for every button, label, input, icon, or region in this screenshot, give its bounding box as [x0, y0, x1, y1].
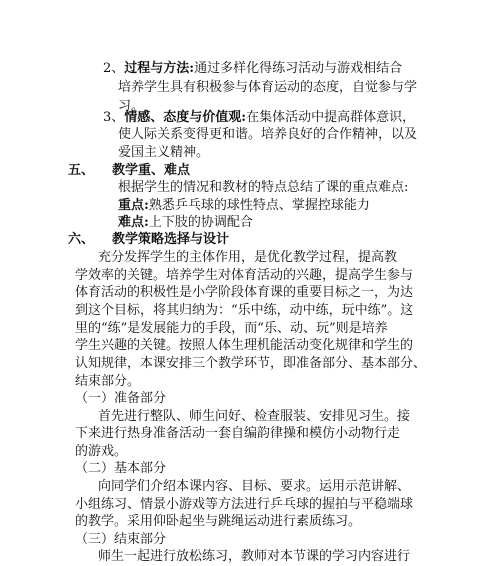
goal3-text-1: 在集体活动中提高群体意识， [246, 110, 416, 126]
key-point-label: 重点: [118, 197, 149, 213]
section6-title: 教学策略选择与设计 [112, 232, 230, 248]
goal2-number: 2、 [103, 61, 125, 76]
part3-title: （三）结束部分 [75, 531, 167, 547]
goal3-line1 [103, 109, 415, 127]
section6-para-line: 结束部分。 [75, 373, 141, 389]
key-point-text: 熟悉乒乓球的球性特点、掌握控球能力 [148, 197, 370, 213]
goal3-number: 3、 [103, 110, 125, 126]
part2-line: 向同学们介绍本课内容、目标、要求。运用示范讲解、 [98, 478, 411, 494]
section6-para-line: 到这个目标，将其归纳为：“乐中练，动中练，玩中练”。这 [75, 302, 414, 318]
section6-para-line: 充分发挥学生的主体作用，是优化教学过程，提高教 [98, 249, 398, 265]
part2-line: 的教学。采用仰卧起坐与跳绳运动进行素质练习。 [75, 514, 362, 530]
goal2-line1 [103, 60, 402, 78]
goal2-heading: 过程与方法: [124, 61, 195, 76]
goal2-text-3: 习。 [118, 98, 145, 114]
difficulty-label: 难点: [118, 215, 149, 230]
goal2-text-2: 培养学生具有积极参与体育运动的态度，自觉参与学 [118, 80, 418, 96]
section6-para-line: 认知规律，本课安排三个教学环节，即准备部分、基本部分、 [75, 355, 427, 371]
part1-title: （一）准备部分 [75, 391, 167, 407]
goal3-text-2: 使人际关系变得更和谐。培养良好的合作精神，以及 [118, 127, 418, 143]
section6-number: 六、 [68, 232, 95, 248]
part2-line: 小组练习、情景小游戏等方法进行乒乓球的握拍与平稳端球 [75, 497, 414, 512]
part1-line: 下来进行热身准备活动一套自编韵律操和模仿小动物行走 [75, 425, 401, 441]
part1-line: 首先进行整队、师生问好、检查服装、安排见习生。接 [98, 408, 411, 424]
section6-para-line: 里的“练”是发展能力的手段，而“乐、动、玩”则是培养 [75, 320, 388, 336]
part1-line: 的游戏。 [75, 444, 128, 460]
section5-number: 五、 [68, 163, 95, 178]
section5-title: 教学重、难点 [112, 163, 191, 178]
goal2-text-1: 通过多样化得练习活动与游戏相结合 [194, 61, 403, 76]
section6-para-line: 体育活动的积极性是小学阶段体育课的重要目标之一，为达 [75, 285, 414, 301]
part3-line: 师生一起进行放松练习，教师对本节课的学习内容进行 [98, 549, 411, 564]
part2-title: （二）基本部分 [75, 461, 167, 477]
difficulty-text: 上下肢的协调配合 [148, 215, 253, 230]
section5-intro: 根据学生的情况和教材的特点总结了课的重点难点: [118, 180, 409, 196]
section6-para-line: 学生兴趣的关键。按照人体生理机能活动变化规律和学生的 [75, 338, 414, 354]
key-point-line [118, 197, 370, 215]
difficulty-line [118, 214, 253, 232]
goal3-text-3: 爱国主义精神。 [118, 144, 210, 160]
section6-para-line: 学效率的关键。培养学生对体育活动的兴趣，提高学生参与 [75, 267, 414, 283]
goal3-heading: 情感、态度与价值观: [124, 110, 247, 126]
